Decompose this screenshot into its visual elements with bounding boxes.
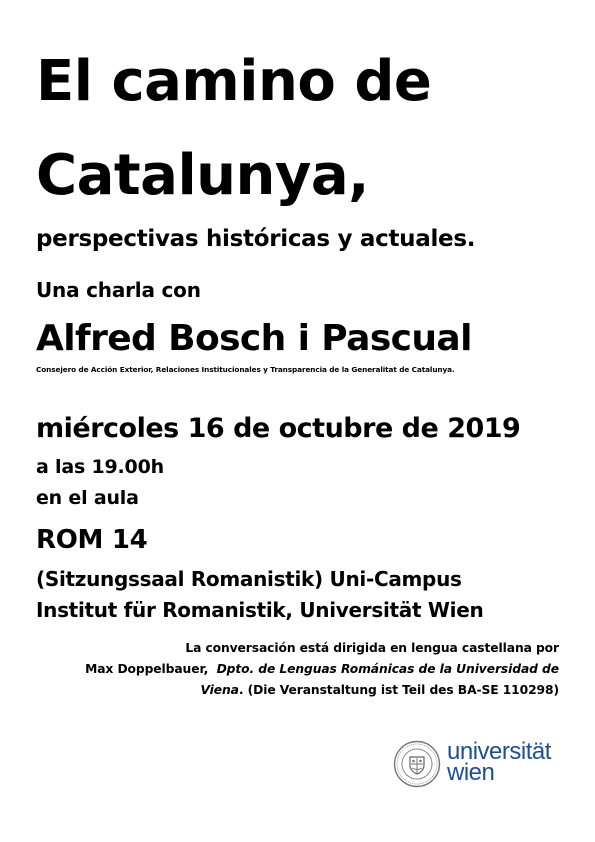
event-location-line-2: Institut für Romanistik, Universität Wien [36, 598, 484, 622]
subtitle: perspectivas históricas y actuales. [36, 226, 476, 252]
note-intro: La conversación está dirigida en lengua castellana por [185, 641, 559, 655]
university-seal-icon [393, 740, 441, 788]
event-location-line-1: (Sitzungssaal Romanistik) Uni-Campus [36, 567, 462, 591]
event-time: a las 19.00h [36, 456, 164, 478]
university-logo [393, 739, 563, 791]
moderator-affiliation: Dpto. de Lenguas Románicas de la Universidad de Viena [200, 662, 559, 697]
speaker-role: Consejero de Acción Exterior, Relaciones Institucionales y Transparencia de la Generalitat de Catalunya. [36, 365, 455, 374]
speaker-name: Alfred Bosch i Pascual [36, 318, 472, 359]
logo-line-2: wien [447, 759, 495, 786]
logo-line-1: universität [447, 738, 551, 765]
event-room: ROM 14 [36, 525, 148, 555]
moderator-name: Max Doppelbauer, [85, 662, 209, 676]
note-course: . (Die Veranstaltung ist Teil des BA-SE 110298) [238, 683, 559, 697]
moderator-note [59, 638, 559, 701]
title-line-2: Catalunya, [36, 143, 369, 208]
title-line-1: El camino de [36, 49, 432, 114]
event-place-intro: en el aula [36, 487, 139, 509]
intro-text: Una charla con [36, 278, 201, 302]
logo-wordmark [447, 738, 551, 786]
event-date: miércoles 16 de octubre de 2019 [36, 413, 521, 444]
